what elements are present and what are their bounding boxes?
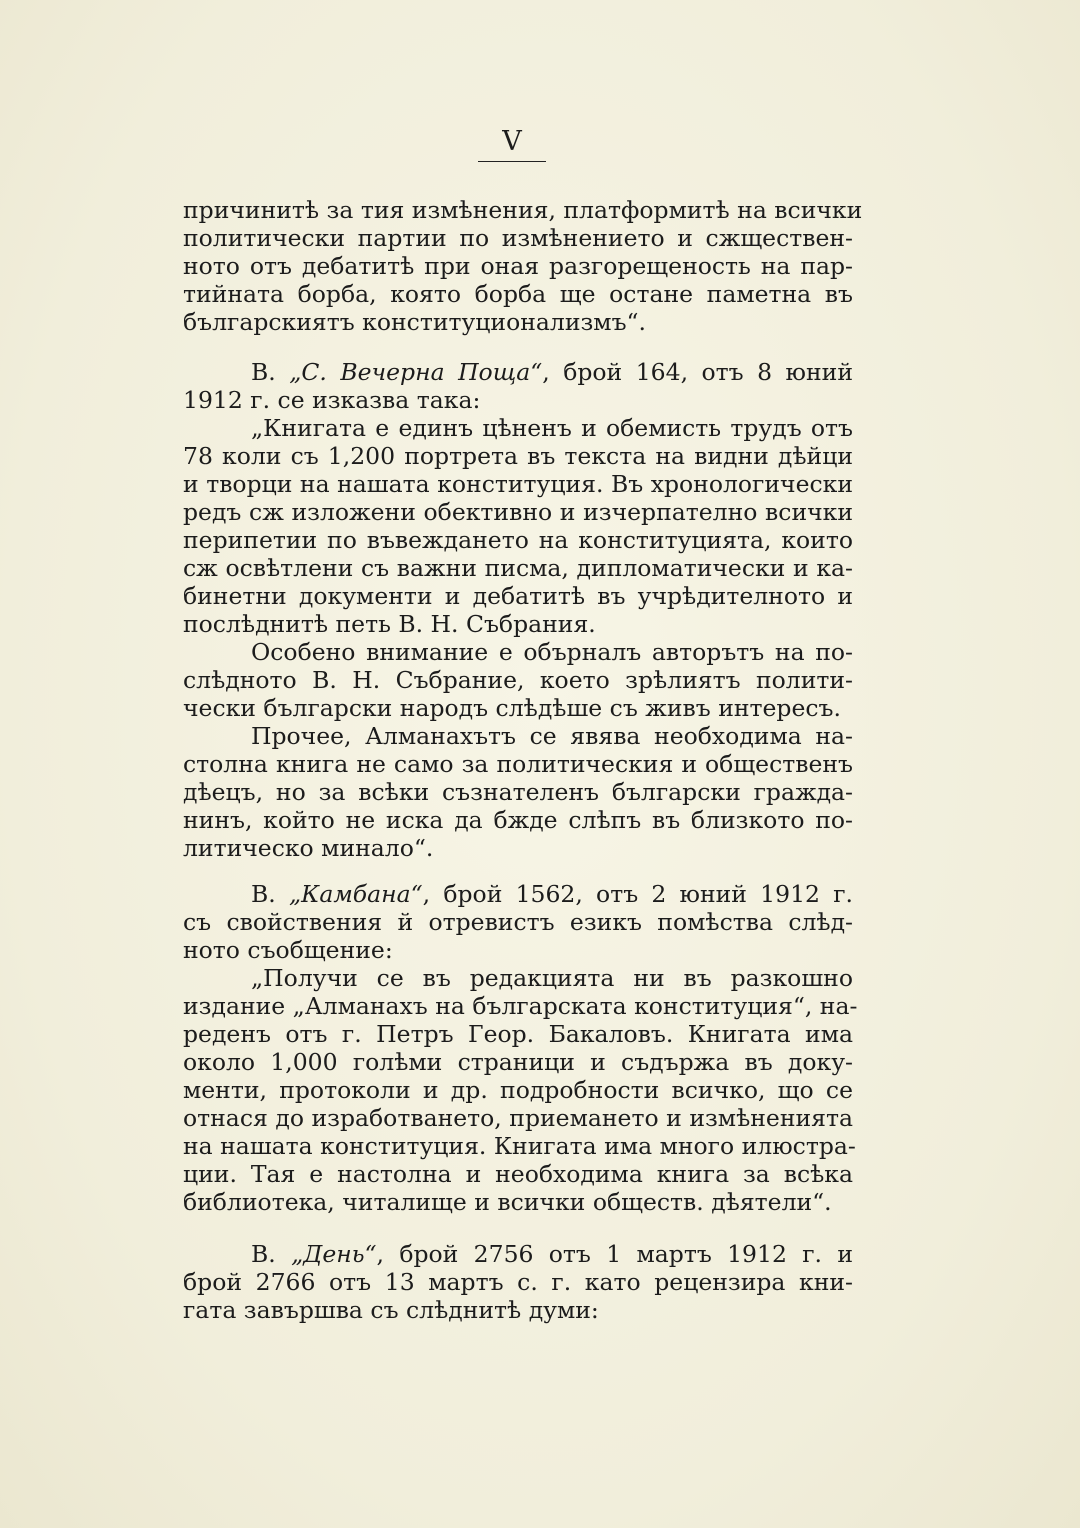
text-line: редъ сж изложени обективно и изчерпателно всички xyxy=(183,498,853,526)
page-number-rule xyxy=(478,161,546,162)
text-line: брой 2766 отъ 13 мартъ с. г. като рецензира кни- xyxy=(183,1268,853,1296)
text-line: бинетни документи и дебатитѣ въ учрѣдителното и xyxy=(183,582,853,610)
den-section xyxy=(183,1240,853,1324)
text-line: причинитѣ за тия измѣнения, платформитѣ на всички xyxy=(183,196,863,224)
text-line: „Получи се въ редакцията ни въ разкошно xyxy=(251,964,853,992)
text-line: 1912 г. се изказва така: xyxy=(183,386,481,414)
newspaper-title: „День“ xyxy=(291,1240,377,1268)
newspaper-prefix: В. xyxy=(251,880,289,908)
text-line: дѣецъ, но за всѣки съзнателенъ български гражда- xyxy=(183,778,853,806)
section-lead-line xyxy=(183,880,853,908)
lead-rest: , брой 1562, отъ 2 юний 1912 г. xyxy=(422,880,853,908)
lead-rest: , брой 2756 отъ 1 мартъ 1912 г. и xyxy=(376,1240,853,1268)
text-line: слѣдното В. Н. Събрание, което зрѣлиятъ полити- xyxy=(183,666,853,694)
section-lead-line xyxy=(183,358,853,386)
text-line: ции. Тая е настолна и необходима книга за всѣка xyxy=(183,1160,853,1188)
newspaper-prefix: В. xyxy=(251,1240,292,1268)
text-line: Особено внимание е обърналъ авторътъ на по- xyxy=(251,638,853,666)
text-line: и творци на нашата конституция. Въ хронологически xyxy=(183,470,853,498)
text-line: библиотека, читалище и всички обществ. дѣятели“. xyxy=(183,1188,832,1216)
text-line: тийната борба, която борба ще остане паметна въ xyxy=(183,280,853,308)
section-lead-line xyxy=(183,1240,853,1268)
text-line: нинъ, който не иска да бжде слѣпъ въ близкото по- xyxy=(183,806,853,834)
text-line: ното отъ дебатитѣ при оная разгорещеность на пар- xyxy=(183,252,853,280)
text-line: на нашата конституция. Книгата има много илюстра- xyxy=(183,1132,856,1160)
text-line: ното съобщение: xyxy=(183,936,393,964)
text-line: издание „Алманахъ на българската конституция“, на- xyxy=(183,992,858,1020)
text-line: около 1,000 голѣми страници и съдържа въ доку- xyxy=(183,1048,853,1076)
text-line: столна книга не само за политическия и общественъ xyxy=(183,750,853,778)
text-line: чески български народъ слѣдѣше съ живъ интересъ. xyxy=(183,694,841,722)
text-line: „Книгата е единъ цѣненъ и обемисть трудъ отъ xyxy=(251,414,853,442)
newspaper-prefix: В. xyxy=(251,358,290,386)
text-line: литическо минало“. xyxy=(183,834,434,862)
text-line: Прочее, Алманахътъ се явява необходима на- xyxy=(251,722,853,750)
intro-paragraph xyxy=(183,196,863,336)
text-line: реденъ отъ г. Петръ Геор. Бакаловъ. Книгата има xyxy=(183,1020,853,1048)
text-line: послѣднитѣ петь В. Н. Събрания. xyxy=(183,610,596,638)
page-number: V xyxy=(502,126,522,157)
newspaper-title: „Камбана“ xyxy=(288,880,423,908)
kambana-section xyxy=(183,880,858,1216)
newspaper-title: „С. Вечерна Поща“ xyxy=(289,358,543,386)
text-line: отнася до изработването, приемането и измѣненията xyxy=(183,1104,853,1132)
text-line: гата завършва съ слѣднитѣ думи: xyxy=(183,1296,599,1324)
text-line: съ свойствения й отревистъ езикъ помѣства слѣд- xyxy=(183,908,853,936)
text-line: сж освѣтлени съ важни писма, дипломатически и ка- xyxy=(183,554,853,582)
text-line: 78 коли съ 1,200 портрета въ текста на видни дѣйци xyxy=(183,442,853,470)
text-line: българскиятъ конституционализмъ“. xyxy=(183,308,647,336)
vecherna-poshta-section xyxy=(183,358,853,862)
text-line: политически партии по измѣнението и сжществен- xyxy=(183,224,853,252)
text-line: перипетии по въвеждането на конституцията, които xyxy=(183,526,853,554)
text-line: менти, протоколи и др. подробности всичко, що се xyxy=(183,1076,853,1104)
lead-rest: , брой 164, отъ 8 юний xyxy=(542,358,853,386)
